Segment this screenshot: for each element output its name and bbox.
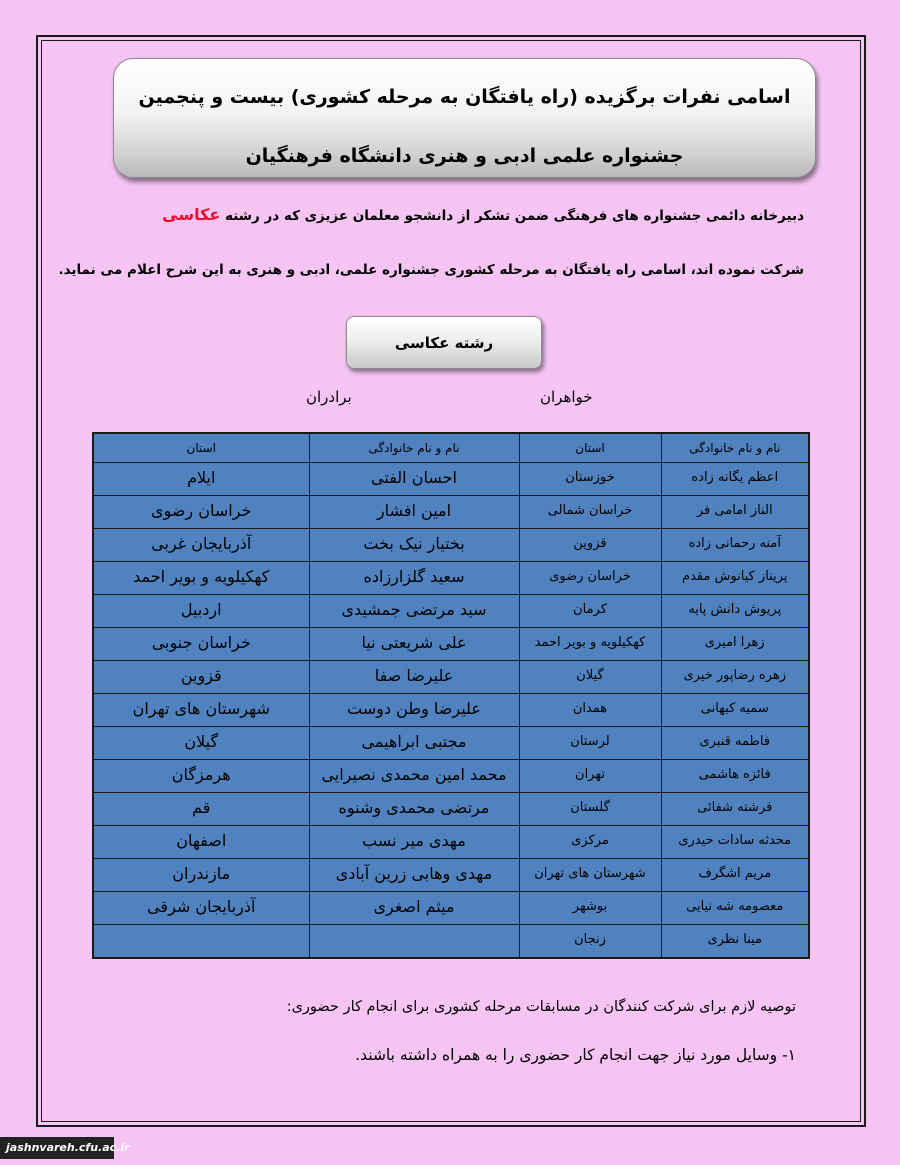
sister-province-cell: خراسان شمالی [519, 496, 661, 529]
sister-name-cell: زهرا امیری [661, 628, 809, 661]
title-line-1: اسامی نفرات برگزیده (راه یافتگان به مرحله کشوری) بیست و پنجمین [138, 86, 791, 108]
sister-name-cell: زهره رضاپور خیری [661, 661, 809, 694]
brother-province-cell: کهکیلویه و بویر احمد [93, 562, 309, 595]
brother-name-cell: علیرضا وطن دوست [309, 694, 519, 727]
brother-province-cell: اصفهان [93, 826, 309, 859]
sister-province-cell: گیلان [519, 661, 661, 694]
recommendation-heading: توصیه لازم برای شرکت کنندگان در مسابقات مرحله کشوری برای انجام کار حضوری: [286, 999, 796, 1015]
brother-name-cell: بختیار نیک بخت [309, 529, 519, 562]
sister-province-cell: کرمان [519, 595, 661, 628]
sister-name-cell: فاطمه قنبری [661, 727, 809, 760]
table-header-row [93, 433, 809, 463]
sister-province-cell: لرستان [519, 727, 661, 760]
brother-name-cell: مجتبی ابراهیمی [309, 727, 519, 760]
table-row [93, 925, 809, 959]
sister-name-cell: معصومه شه نیایی [661, 892, 809, 925]
brother-name-cell: علیرضا صفا [309, 661, 519, 694]
brother-name-cell: سعید گلزارزاده [309, 562, 519, 595]
sister-name-cell: سمیه کیهانی [661, 694, 809, 727]
sister-name-cell: محدثه سادات حیدری [661, 826, 809, 859]
table-row [93, 496, 809, 529]
brother-province-cell: گیلان [93, 727, 309, 760]
title-line-2: جشنواره علمی ادبی و هنری دانشگاه فرهنگیان [245, 145, 684, 167]
sister-province-cell: تهران [519, 760, 661, 793]
table-row [93, 628, 809, 661]
sister-province-cell: بوشهر [519, 892, 661, 925]
winners-table [92, 432, 810, 959]
watermark: jashnvareh.cfu.ac.ir [0, 1137, 114, 1159]
table-row [93, 793, 809, 826]
header-sister-province: استان [519, 433, 661, 463]
brother-province-cell: قزوین [93, 661, 309, 694]
field-highlight: عکاسی [162, 205, 221, 224]
header-brother-name: نام و نام خانوادگی [309, 433, 519, 463]
table-row [93, 727, 809, 760]
brother-name-cell: احسان الفتی [309, 463, 519, 496]
table-row [93, 463, 809, 496]
title-box [113, 58, 816, 178]
table-row [93, 595, 809, 628]
brother-province-cell: هرمزگان [93, 760, 309, 793]
brother-province-cell [93, 925, 309, 959]
sister-name-cell: الناز امامی فر [661, 496, 809, 529]
sister-province-cell: مرکزی [519, 826, 661, 859]
sister-name-cell: فائزه هاشمی [661, 760, 809, 793]
header-brother-province: استان [93, 433, 309, 463]
sister-name-cell: پریوش دانش پایه [661, 595, 809, 628]
brother-province-cell: شهرستان های تهران [93, 694, 309, 727]
brother-name-cell: علی شریعتی نیا [309, 628, 519, 661]
table-row [93, 826, 809, 859]
header-sister-name: نام و نام خانوادگی [661, 433, 809, 463]
table-row [93, 859, 809, 892]
sister-province-cell: زنجان [519, 925, 661, 959]
brother-name-cell [309, 925, 519, 959]
brother-province-cell: آذربایجان غربی [93, 529, 309, 562]
sister-province-cell: خراسان رضوی [519, 562, 661, 595]
brother-name-cell: مرتضی محمدی وشنوه [309, 793, 519, 826]
table-row [93, 694, 809, 727]
field-label-box: رشته عکاسی [346, 316, 542, 369]
table-row [93, 892, 809, 925]
sister-province-cell: خوزستان [519, 463, 661, 496]
sister-name-cell: پریناز کیانوش مقدم [661, 562, 809, 595]
brother-province-cell: ایلام [93, 463, 309, 496]
group-label-sisters: خواهران [540, 388, 593, 406]
intro-line-2: شرکت نموده اند، اسامی راه یافتگان به مرحله کشوری جشنواره علمی، ادبی و هنری به این شرح اعلام می نماید. [58, 262, 804, 278]
intro-prefix: دبیرخانه دائمی جشنواره های فرهنگی ضمن تشکر از دانشجو معلمان عزیزی که در رشته [220, 208, 804, 224]
sister-province-cell: همدان [519, 694, 661, 727]
table-row [93, 562, 809, 595]
brother-name-cell: مهدی وهابی زرین آبادی [309, 859, 519, 892]
brother-province-cell: خراسان رضوی [93, 496, 309, 529]
table-row [93, 760, 809, 793]
sister-province-cell: شهرستان های تهران [519, 859, 661, 892]
brother-province-cell: مازندران [93, 859, 309, 892]
sister-name-cell: آمنه رحمانی زاده [661, 529, 809, 562]
brother-name-cell: میثم اصغری [309, 892, 519, 925]
brother-name-cell: مهدی میر نسب [309, 826, 519, 859]
sister-province-cell: کهکیلویه و بویر احمد [519, 628, 661, 661]
table-body [93, 463, 809, 959]
brother-name-cell: امین افشار [309, 496, 519, 529]
recommendation-item-1: ۱- وسایل مورد نیاز جهت انجام کار حضوری را به همراه داشته باشند. [355, 1046, 796, 1064]
intro-line-1 [162, 205, 804, 224]
brother-name-cell: سید مرتضی جمشیدی [309, 595, 519, 628]
brother-province-cell: آذربایجان شرقی [93, 892, 309, 925]
sister-province-cell: گلستان [519, 793, 661, 826]
sister-name-cell: فرشته شفائی [661, 793, 809, 826]
sister-name-cell: مریم اشگرف [661, 859, 809, 892]
brother-name-cell: محمد امین محمدی نصیرایی [309, 760, 519, 793]
group-label-brothers: برادران [306, 388, 352, 406]
table-row [93, 529, 809, 562]
brother-province-cell: قم [93, 793, 309, 826]
sister-province-cell: قزوین [519, 529, 661, 562]
brother-province-cell: خراسان جنوبی [93, 628, 309, 661]
sister-name-cell: اعظم یگانه زاده [661, 463, 809, 496]
table-row [93, 661, 809, 694]
brother-province-cell: اردبیل [93, 595, 309, 628]
sister-name-cell: مینا نظری [661, 925, 809, 959]
